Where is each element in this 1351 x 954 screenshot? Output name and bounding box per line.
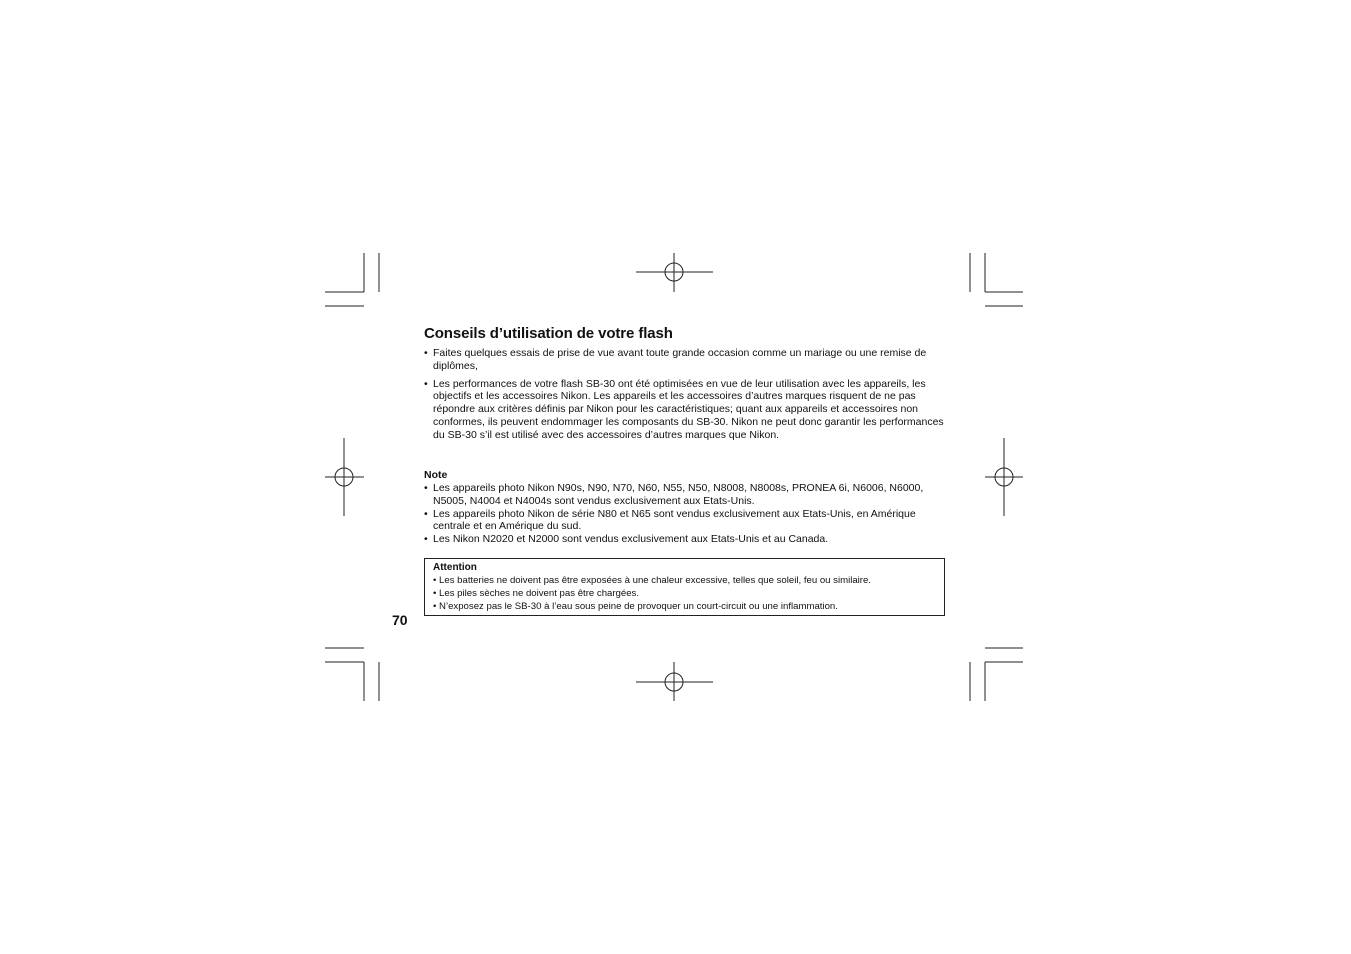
attention-text: N’exposez pas le SB-30 à l’eau sous peine de provoquer un court-circuit ou une inflammation. xyxy=(439,601,838,612)
note-list xyxy=(424,482,948,546)
bullet: • xyxy=(433,575,437,586)
registration-mark-top xyxy=(636,253,713,292)
page-content xyxy=(424,324,948,612)
list-item xyxy=(433,574,944,587)
page-number: 70 xyxy=(392,612,408,628)
note-text: Les appareils photo Nikon de série N80 et N65 sont vendus exclusivement aux Etats-Unis, en Amérique centrale et en Amérique du sud. xyxy=(433,507,916,533)
registration-mark-right xyxy=(985,438,1023,516)
tip-text: Les performances de votre flash SB-30 ont été optimisées en vue de leur utilisation avec les appareils, les objectifs et les accessoires Nikon. Les appareils et les accessoires d’autres marques risquent de ne pas répondre aux critères définis par Nikon pour les caractéristiques; quant aux appareils et accessoires non conformes, ils peuvent endommager les composants du SB-30. Nikon ne peut donc garantir les performances du SB-30 s’il est utilisé avec des accessoires d’autres marques que Nikon. xyxy=(433,377,944,441)
page-title: Conseils d’utilisation de votre flash xyxy=(424,325,673,342)
list-item xyxy=(424,533,948,546)
list-item xyxy=(424,378,948,442)
list-item xyxy=(424,508,948,534)
list-item xyxy=(433,600,944,613)
bullet: • xyxy=(424,507,428,520)
note-text: Les appareils photo Nikon N90s, N90, N70, N60, N55, N50, N8008, N8008s, PRONEA 6i, N6006, N6000, N5005, N4004 et N4004s sont vendus exclusivement aux Etats-Unis. xyxy=(433,482,924,507)
bullet: • xyxy=(424,533,428,546)
registration-mark-left xyxy=(325,438,364,516)
bullet: • xyxy=(433,601,437,612)
bullet: • xyxy=(433,588,437,599)
attention-text: Les piles sèches ne doivent pas être chargées. xyxy=(439,588,640,599)
tips-list xyxy=(424,347,948,442)
bullet: • xyxy=(424,482,428,494)
attention-heading: Attention xyxy=(433,562,477,573)
attention-box xyxy=(424,558,945,616)
tip-text: Faites quelques essais de prise de vue avant toute grande occasion comme un mariage ou une remise de diplômes, xyxy=(433,347,927,372)
note-text: Les Nikon N2020 et N2000 sont vendus exclusivement aux Etats-Unis et au Canada. xyxy=(433,533,829,546)
registration-mark-bottom xyxy=(636,662,713,701)
attention-list xyxy=(433,574,944,613)
list-item xyxy=(424,347,948,373)
attention-text: Les batteries ne doivent pas être exposées à une chaleur excessive, telles que soleil, feu ou similaire. xyxy=(439,575,871,586)
list-item xyxy=(424,482,948,508)
note-heading: Note xyxy=(424,469,448,481)
list-item xyxy=(433,587,944,600)
bullet: • xyxy=(424,347,428,359)
bullet: • xyxy=(424,377,428,390)
